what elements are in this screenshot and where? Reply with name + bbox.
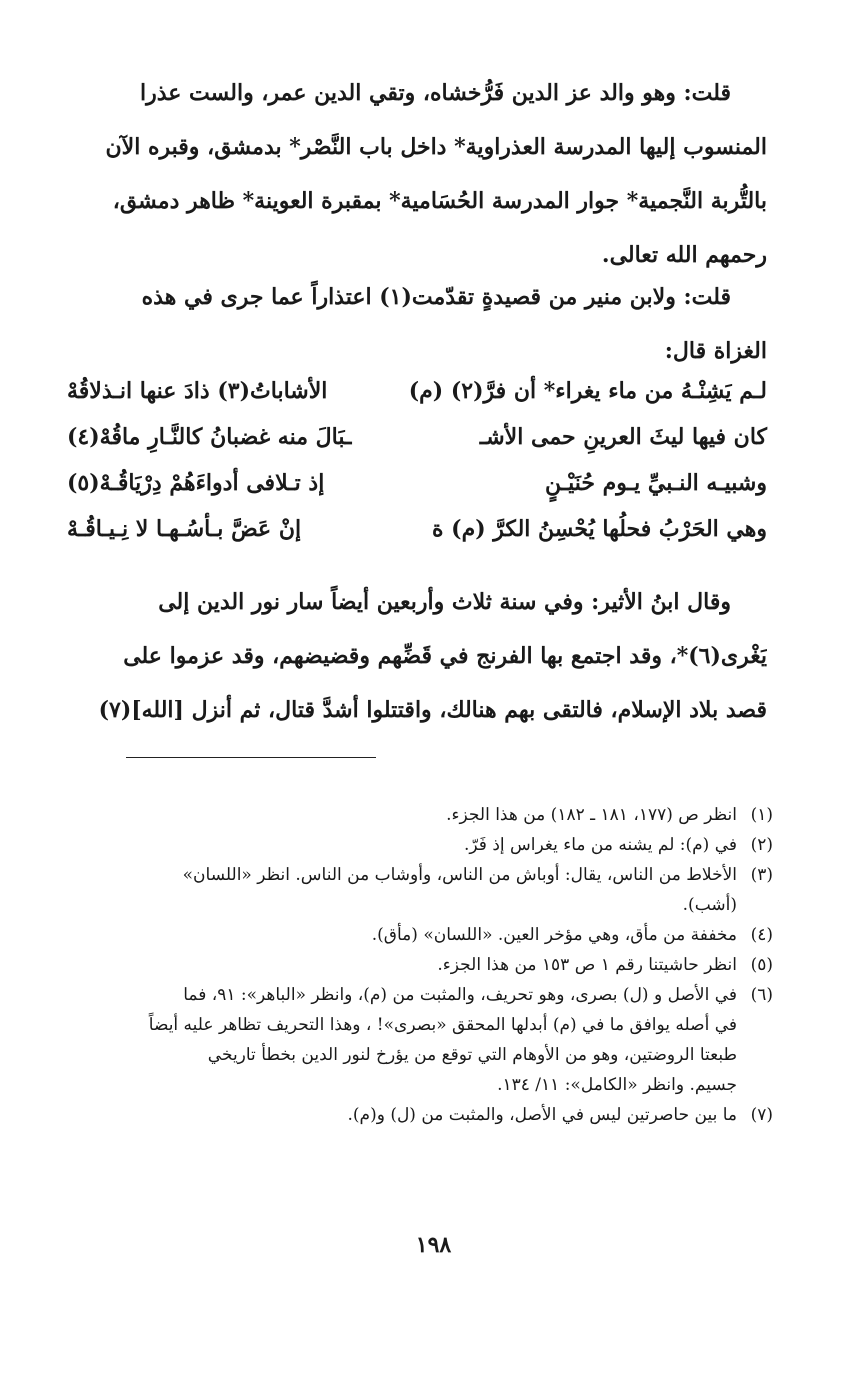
text-line: قصد بلاد الإسلام، فالتقى بهم هنالك، واقتتلوا أشدَّ قتال، ثم أنزل [الله](٧) xyxy=(98,697,767,723)
footnote-number: (٥) xyxy=(750,955,773,975)
hemistich-first: كان فيها ليثَ العرينِ حمى الأشـ xyxy=(479,424,767,450)
hemistich-first: لـم يَشِنْـهُ من ماء يغراء* أن فرَّ(٢) (م) xyxy=(408,378,767,404)
footnote-number: (٤) xyxy=(750,925,773,945)
poem-verse xyxy=(67,414,767,460)
footnote-text: طبعتا الروضتين، وهو من الأوهام التي توقع من يؤرخ لنور الدين بخطأ تاريخي xyxy=(207,1045,737,1065)
poem xyxy=(67,368,767,552)
page-number: ١٩٨ xyxy=(415,1232,452,1258)
footnote-divider xyxy=(126,757,376,758)
footnote-text: ما بين حاصرتين ليس في الأصل، والمثبت من (ل) و(م). xyxy=(347,1105,737,1125)
hemistich-second: ـبَالَ منه غضبانُ كالنَّـارِ ماقُهْ(٤) xyxy=(67,424,352,450)
footnote-text: مخففة من مأق، وهي مؤخر العين. «اللسان» (مأق). xyxy=(371,925,737,945)
footnote xyxy=(73,800,773,830)
footnote-text: في أصله يوافق ما في (م) أبدلها المحقق «بصرى»! ، وهذا التحريف تظاهر عليه أيضاً xyxy=(148,1015,737,1035)
paragraph-2 xyxy=(67,270,767,378)
footnote xyxy=(73,1100,773,1130)
poem-verse xyxy=(67,460,767,506)
hemistich-first: وهي الحَرْبُ فحلُها يُحْسِنُ الكرَّ (م) ة xyxy=(432,516,767,542)
footnote-number: (٦) xyxy=(750,985,773,1005)
footnote-text: جسيم. وانظر «الكامل»: ١١/ ١٣٤. xyxy=(497,1075,737,1095)
poem-verse xyxy=(67,368,767,414)
footnote xyxy=(73,860,773,920)
paragraph-3 xyxy=(67,575,767,737)
text-line: يَغْرى(٦)*، وقد اجتمع بها الفرنج في قَضِّهم وقضيضهم، وقد عزموا على xyxy=(123,643,767,669)
poem-verse xyxy=(67,506,767,552)
hemistich-second: الأشاباتُ(٣) ذادَ عنها انـذلاقُهْ xyxy=(67,378,328,404)
footnote-text: انظر حاشيتنا رقم ١ ص ١٥٣ من هذا الجزء. xyxy=(437,955,737,975)
footnote-text: (أشب). xyxy=(682,895,737,915)
footnote-number: (٢) xyxy=(750,835,773,855)
footnote-text: في الأصل و (ل) بصرى، وهو تحريف، والمثبت من (م)، وانظر «الباهر»: ٩١، فما xyxy=(183,985,737,1005)
footnote-text: في (م): لم يشنه من ماء يغراس إذ فَرّ. xyxy=(464,835,737,855)
footnote xyxy=(73,950,773,980)
footnote-text: انظر ص (١٧٧، ١٨١ ـ ١٨٢) من هذا الجزء. xyxy=(446,805,737,825)
text-line: قلت: وهو والد عز الدين فَرُّخشاه، وتقي الدين عمر، والست عذرا xyxy=(139,80,731,106)
footnotes xyxy=(73,800,773,1130)
footnote xyxy=(73,830,773,860)
hemistich-second: إنْ عَضَّ بـأسُـهـا لا نِـيـاقُـهْ xyxy=(67,516,302,542)
footnote xyxy=(73,980,773,1100)
text-line: قلت: ولابن منير من قصيدةٍ تقدّمت(١) اعتذاراً عما جرى في هذه xyxy=(141,284,731,310)
footnote xyxy=(73,920,773,950)
paragraph-1 xyxy=(67,66,767,282)
footnote-number: (١) xyxy=(750,805,773,825)
text-line: وقال ابنُ الأثير: وفي سنة ثلاث وأربعين أيضاً سار نور الدين إلى xyxy=(158,589,731,615)
text-line: الغزاة قال: xyxy=(664,338,767,364)
footnote-text: الأخلاط من الناس، يقال: أوباش من الناس، وأوشاب من الناس. انظر «اللسان» xyxy=(182,865,737,885)
text-line: المنسوب إليها المدرسة العذراوية* داخل باب النَّصْر* بدمشق، وقبره الآن xyxy=(105,134,767,160)
footnote-number: (٣) xyxy=(750,865,773,885)
hemistich-first: وشبيـه النـبيِّ يـوم حُنَيْـنٍ xyxy=(544,470,767,496)
text-line: بالتُّربة النَّجمية* جوار المدرسة الحُسَامية* بمقبرة العوينة* ظاهر دمشق، xyxy=(112,188,767,214)
footnote-number: (٧) xyxy=(750,1105,773,1125)
text-line: رحمهم الله تعالى. xyxy=(601,242,767,268)
hemistich-second: إذ تـلافى أدواءَهُمْ دِرْيَاقُـهْ(٥) xyxy=(67,470,325,496)
